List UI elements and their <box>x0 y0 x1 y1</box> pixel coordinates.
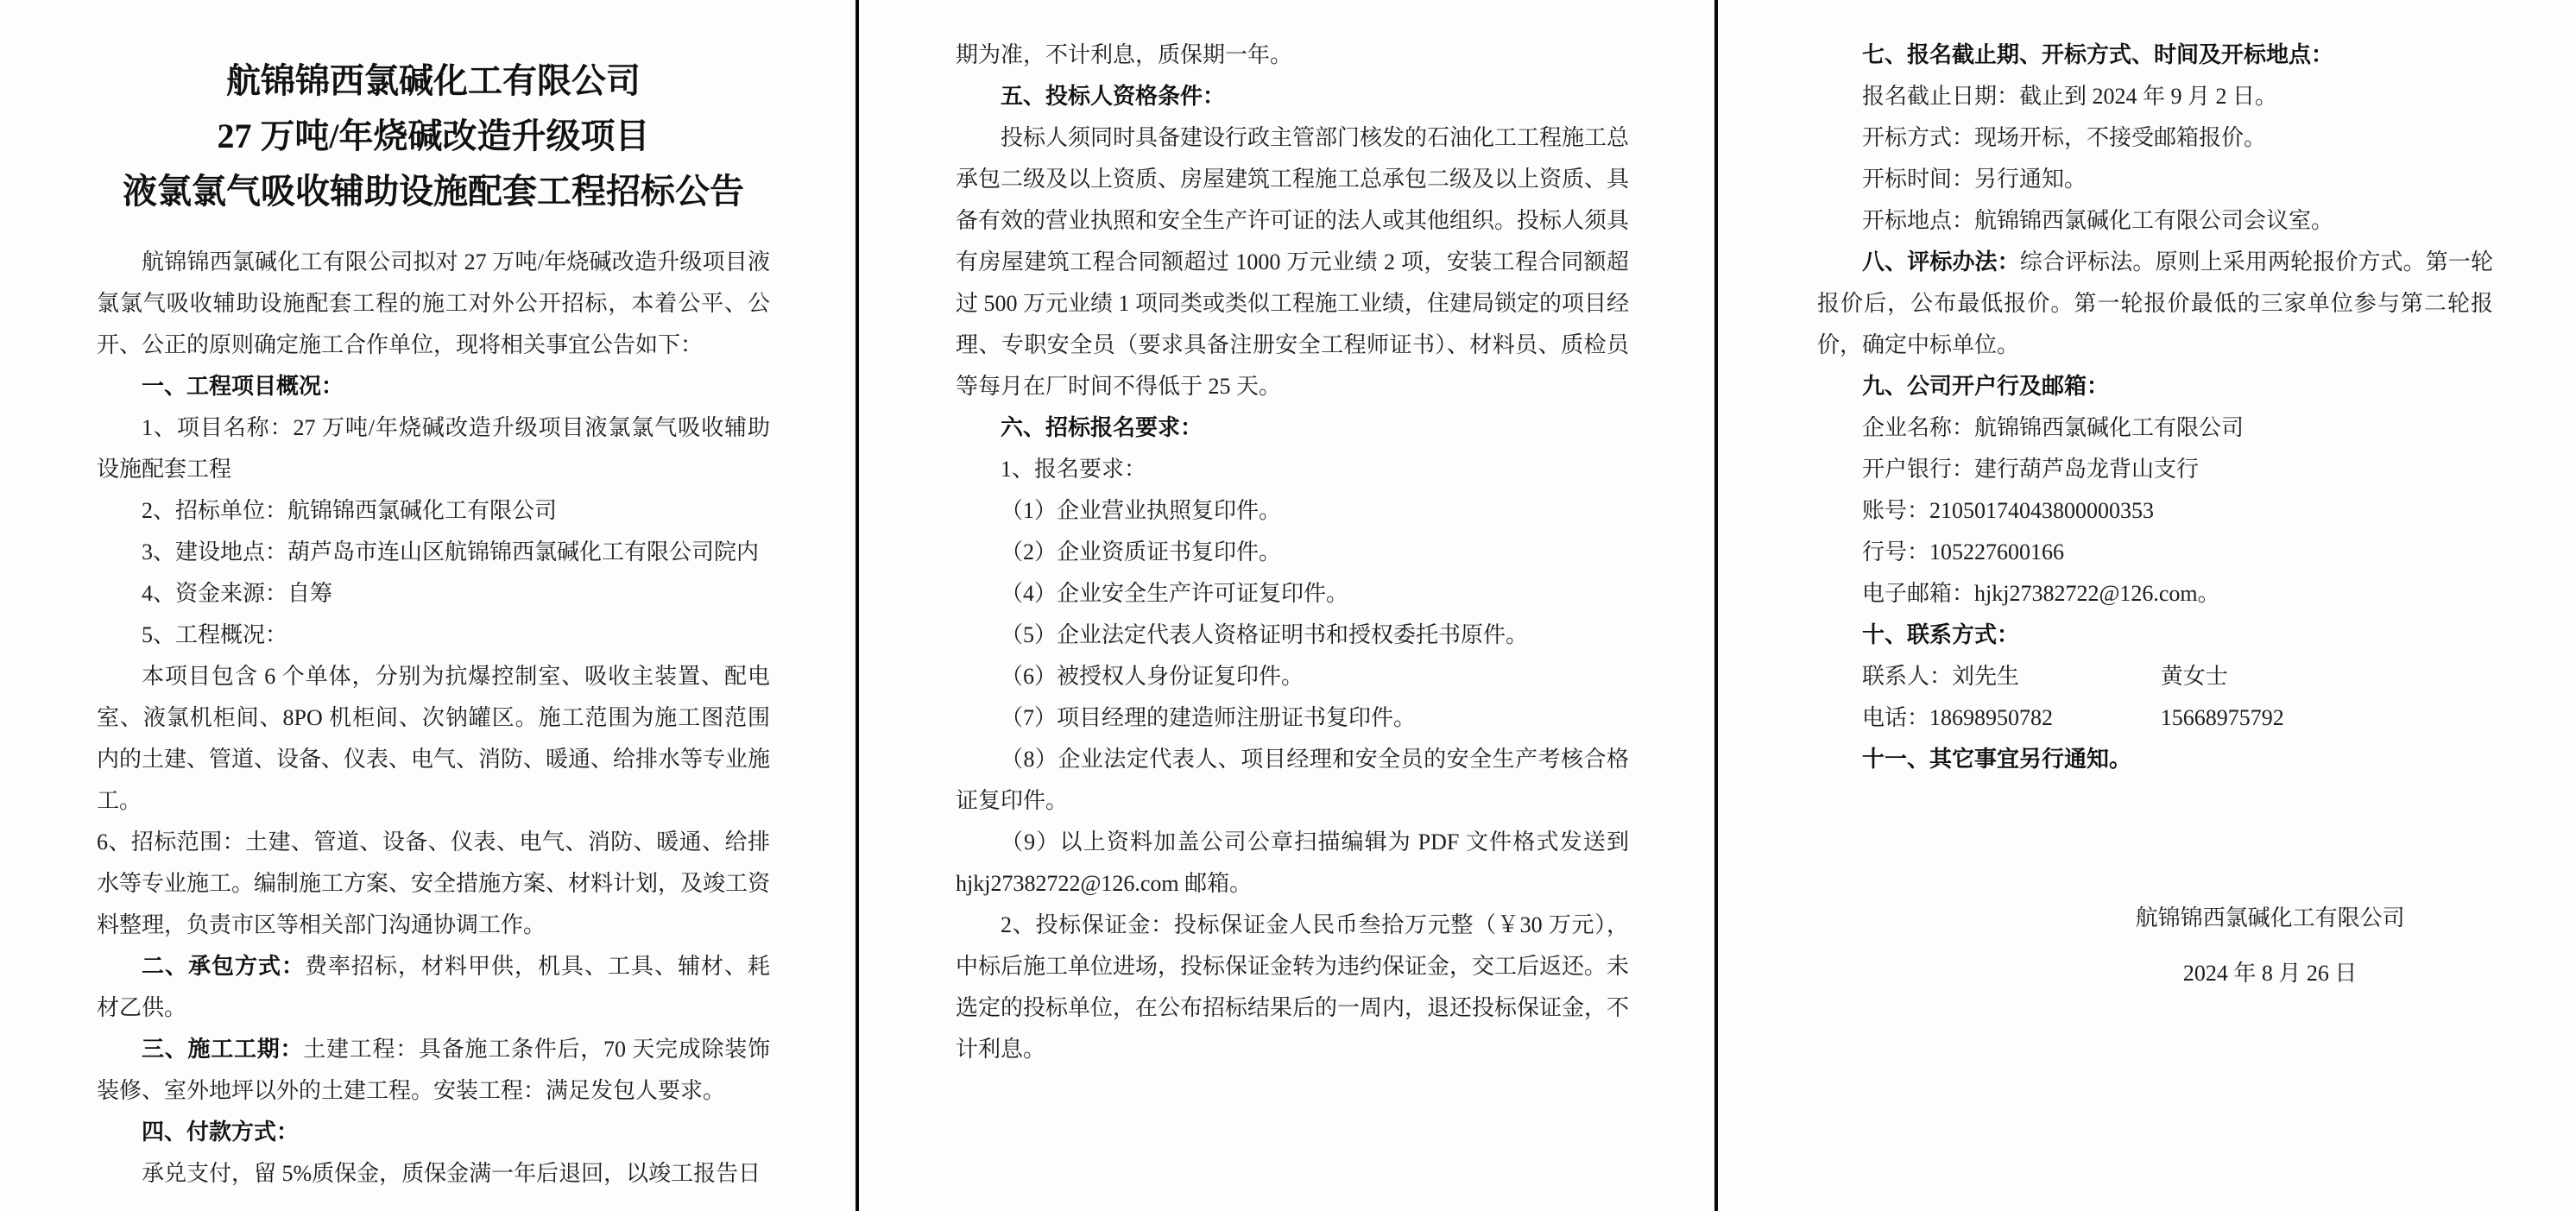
item-project-name <box>97 407 770 490</box>
title-line-2: 27 万吨/年烧碱改造升级项目 <box>217 117 650 155</box>
contact-phone-1: 电话：18698950782 <box>1862 705 2054 730</box>
contact-person-row <box>1817 656 2493 697</box>
signature-block <box>2061 891 2479 1001</box>
paragraph-text: 期为准，不计利息，质保期一年。 <box>956 42 1293 67</box>
section-bidder-qualification <box>956 76 1629 117</box>
page-3 <box>1718 0 2576 1211</box>
paragraph-text: 2、投标保证金：投标保证金人民币叁拾万元整（￥30 万元），中标后施工单位进场，投标保证金转为违约保证金，交工后返还。未选定的投标单位，在公布招标结果后的一周内，退还投标保证金，不计利息。 <box>956 912 1630 1062</box>
section-lead: 一、工程项目概况： <box>142 374 344 399</box>
section-lead: 十、联系方式： <box>1862 622 2020 647</box>
section-payment-method <box>97 1112 770 1153</box>
paragraph-text: 电子邮箱：hjkj27382722@126.com。 <box>1862 581 2220 606</box>
paragraph-text: 4、资金来源：自筹 <box>142 581 333 606</box>
paragraph-text: 综合评标法。原则上采用两轮报价方式。第一轮报价后，公布最低报价。第一轮报价最低的三家单位参与第二轮报价，确定中标单位。 <box>1817 249 2493 357</box>
requirement-item-7 <box>956 697 1629 739</box>
requirement-item-8 <box>956 739 1629 822</box>
section-deadline-opening <box>1817 35 2493 76</box>
paragraph-text: 开户银行：建行葫芦岛龙背山支行 <box>1862 457 2200 482</box>
paragraph-text: 航锦锦西氯碱化工有限公司拟对 27 万吨/年烧碱改造升级项目液氯氯气吸收辅助设施配套工程的施工对外公开招标，本着公平、公开、公正的原则确定施工合作单位，现将相关事宜公告如下： <box>97 249 770 357</box>
item-project-profile <box>97 615 770 656</box>
bank-code-line <box>1817 532 2493 573</box>
paragraph-text: 行号：105227600166 <box>1862 539 2065 565</box>
bid-opening-place <box>1817 200 2493 242</box>
registration-requirements-heading <box>956 449 1629 490</box>
paragraph-text: 开标地点：航锦锦西氯碱化工有限公司会议室。 <box>1862 208 2334 233</box>
section-other-matters <box>1817 739 2493 780</box>
registration-deadline <box>1817 76 2493 117</box>
paragraph-text: 费率招标，材料甲供，机具、工具、辅材、耗材乙供。 <box>97 954 770 1020</box>
section-lead: 六、招标报名要求： <box>1001 415 1203 440</box>
contact-person-2: 黄女士 <box>2160 664 2228 689</box>
paragraph-text: 承兑支付，留 5%质保金，质保金满一年后退回，以竣工报告日 <box>142 1161 761 1186</box>
paragraph-text: （9）以上资料加盖公司公章扫描编辑为 PDF 文件格式发送到 hjkj27382722@126.com 邮箱。 <box>956 829 1629 896</box>
section-lead: 七、报名截止期、开标方式、时间及开标地点： <box>1862 42 2334 67</box>
page-2 <box>859 0 1714 1211</box>
section-bank-and-email <box>1817 366 2493 407</box>
document-title <box>97 54 770 219</box>
paragraph-text: 2、招标单位：航锦锦西氯碱化工有限公司 <box>142 498 558 523</box>
section-lead: 四、付款方式： <box>142 1120 300 1145</box>
title-line-1: 航锦锦西氯碱化工有限公司 <box>226 61 641 100</box>
payment-method-body <box>97 1153 770 1195</box>
section-contact <box>1817 615 2493 656</box>
section-lead: 十一、其它事宜另行通知。 <box>1862 747 2132 772</box>
paragraph-text: （2）企业资质证书复印件。 <box>1001 539 1282 565</box>
bidder-qualification-body <box>956 117 1629 407</box>
paragraph-text: 1、报名要求： <box>1001 457 1147 482</box>
requirement-item-4 <box>956 573 1629 615</box>
section-evaluation-method <box>1817 242 2493 366</box>
paragraph-text: 本项目包含 6 个单体，分别为抗爆控制室、吸收主装置、配电室、液氯机柜间、8PO 机柜间、次钠罐区。施工范围为施工图范围内的土建、管道、设备、仪表、电气、消防、暖通、给排水等专业施工。 <box>97 664 771 813</box>
project-profile-body <box>97 656 770 822</box>
signature-company: 航锦锦西氯碱化工有限公司 <box>2135 905 2405 930</box>
paragraph-text: 土建工程：具备施工条件后，70 天完成除装饰装修、室外地坪以外的土建工程。安装工程：满足发包人要求。 <box>97 1037 770 1103</box>
paragraph-text: 6、招标范围：土建、管道、设备、仪表、电气、消防、暖通、给排水等专业施工。编制施工方案、安全措施方案、材料计划，及竣工资料整理，负责市区等相关部门沟通协调工作。 <box>97 829 771 937</box>
contact-phone-row <box>1817 697 2493 739</box>
section-registration-requirements <box>956 407 1629 449</box>
paragraph-text: 报名截止日期：截止到 2024 年 9 月 2 日。 <box>1862 84 2278 109</box>
section-lead: 八、评标办法： <box>1862 249 2020 274</box>
paragraph-text: 5、工程概况： <box>142 622 288 647</box>
requirement-item-2 <box>956 532 1629 573</box>
paragraph-text: （4）企业安全生产许可证复印件。 <box>1001 581 1349 606</box>
item-tender-unit <box>97 490 770 532</box>
bid-opening-time <box>1817 159 2493 200</box>
bank-name-line <box>1817 449 2493 490</box>
paragraph-text: （7）项目经理的建造师注册证书复印件。 <box>1001 705 1417 730</box>
paragraph-text: 开标方式：现场开标，不接受邮箱报价。 <box>1862 125 2267 150</box>
item-construction-site <box>97 532 770 573</box>
contact-phone-2: 15668975792 <box>2160 705 2284 730</box>
paragraph-text: 1、项目名称：27 万吨/年烧碱改造升级项目液氯氯气吸收辅助设施配套工程 <box>97 415 770 482</box>
page-1 <box>0 0 856 1211</box>
paragraph-text: 投标人须同时具备建设行政主管部门核发的石油化工工程施工总承包二级及以上资质、房屋建筑工程施工总承包二级及以上资质、具备有效的营业执照和安全生产许可证的法人或其他组织。投标人须具有房屋建筑工程合同额超过 1000 万元业绩 2 项，安装工程合同额超过 500 万元业绩 1 项同类或类似工程施工业绩，住建局锁定的项目经理、专职安全员（要求具备注册安全工程师证书）、材料员、质检员等每月在厂时间不得低于 25 天。 <box>956 125 1630 399</box>
paragraph-text: （6）被授权人身份证复印件。 <box>1001 664 1304 689</box>
bid-opening-method <box>1817 117 2493 159</box>
section-lead: 九、公司开户行及邮箱： <box>1862 374 2110 399</box>
account-number-line <box>1817 490 2493 532</box>
paragraph-text: （8）企业法定代表人、项目经理和安全员的安全生产考核合格证复印件。 <box>956 747 1629 813</box>
paragraph-text: （5）企业法定代表人资格证明书和授权委托书原件。 <box>1001 622 1529 647</box>
section-heading-project-overview <box>97 366 770 407</box>
item-funding-source <box>97 573 770 615</box>
intro-paragraph <box>97 242 770 366</box>
requirement-item-6 <box>956 656 1629 697</box>
paragraph-text: （1）企业营业执照复印件。 <box>1001 498 1282 523</box>
requirement-item-1 <box>956 490 1629 532</box>
paragraph-text: 开标时间：另行通知。 <box>1862 167 2087 192</box>
email-line <box>1817 573 2493 615</box>
section-lead: 三、施工工期： <box>142 1037 304 1062</box>
signature-date: 2024 年 8 月 26 日 <box>2182 961 2358 986</box>
payment-continuation <box>956 35 1629 76</box>
bid-bond-paragraph <box>956 905 1629 1070</box>
contact-person-1: 联系人：刘先生 <box>1862 664 2020 689</box>
paragraph-text: 账号：21050174043800000353 <box>1862 498 2155 523</box>
requirement-item-9 <box>956 822 1629 905</box>
item-tender-scope <box>97 822 770 946</box>
requirement-item-5 <box>956 615 1629 656</box>
paragraph-text: 企业名称：航锦锦西氯碱化工有限公司 <box>1862 415 2245 440</box>
paragraph-text: 3、建设地点：葫芦岛市连山区航锦锦西氯碱化工有限公司院内 <box>142 539 760 565</box>
section-contracting-mode <box>97 946 770 1029</box>
title-line-3: 液氯氯气吸收辅助设施配套工程招标公告 <box>123 172 744 211</box>
section-lead: 二、承包方式： <box>142 954 305 979</box>
section-construction-period <box>97 1029 770 1112</box>
section-lead: 五、投标人资格条件： <box>1001 84 1226 109</box>
company-name-line <box>1817 407 2493 449</box>
